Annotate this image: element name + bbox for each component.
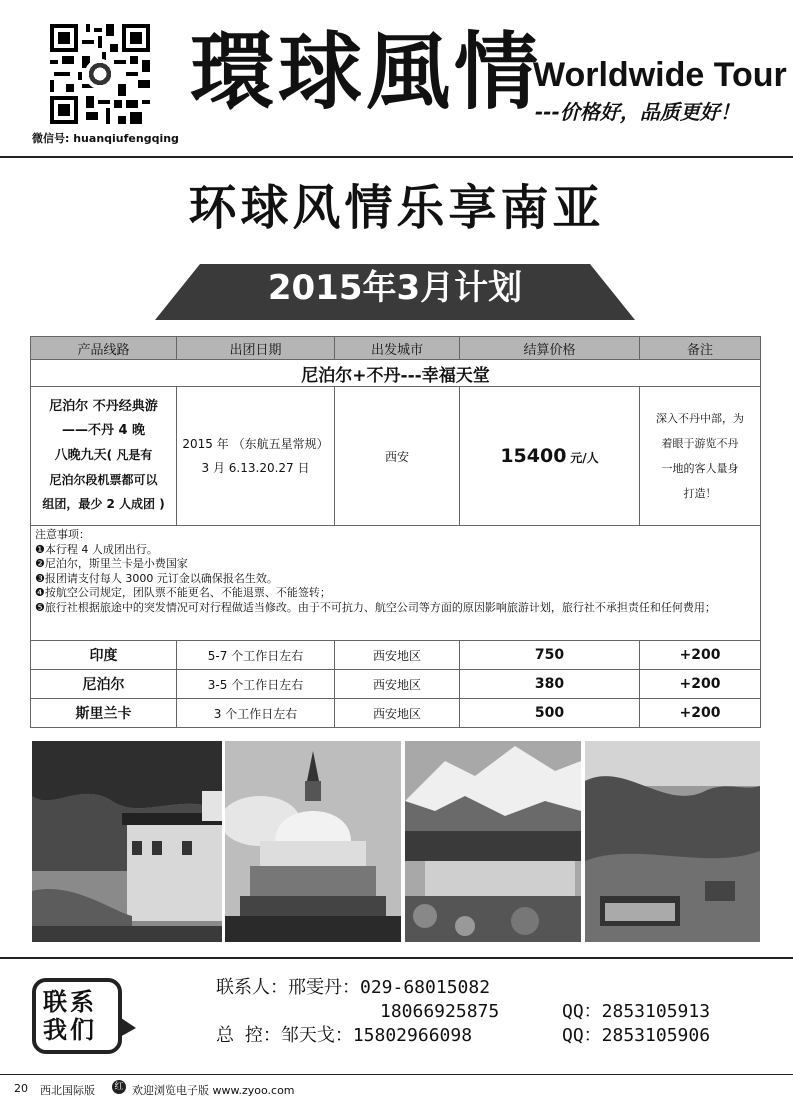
note-line: ❷尼泊尔，斯里兰卡是小费国家 [35, 557, 188, 570]
visa-country: 尼泊尔 [31, 670, 177, 699]
banner-text: 2015年3月计划 [267, 268, 523, 308]
remark-line: 深入不丹中部，为 [656, 412, 744, 425]
qr-code [50, 24, 150, 124]
contact-divider [0, 957, 793, 959]
wechat-id: 微信号: huanqiufengqing [32, 132, 179, 145]
remark-line: 着眼于游览不丹 [661, 437, 739, 450]
photo-bhutan-dzong [32, 741, 222, 942]
remark-line: 一地的客人量身 [661, 462, 739, 475]
remark [640, 387, 761, 526]
notes [31, 526, 761, 641]
visa-extra: +200 [640, 641, 761, 670]
contact-qq-2: QQ：2853105906 [562, 1025, 711, 1046]
visa-row [31, 670, 761, 699]
footer-website: 欢迎浏览电子版 www.zyoo.com [132, 1084, 295, 1097]
contact-badge-line: 联系 [43, 988, 97, 1016]
page-number: 20 [14, 1082, 28, 1095]
visa-price: 380 [460, 670, 640, 699]
note-line: 注意事项： [35, 528, 90, 541]
footer-divider [0, 1074, 793, 1075]
section-title: 尼泊尔+不丹---幸福天堂 [31, 360, 761, 387]
page-title: 环球风情乐享南亚 [188, 180, 605, 236]
route-line: ——不丹 4 晚 [61, 423, 146, 438]
settlement-price [460, 387, 640, 526]
date-line: 3 月 6.13.20.27 日 [201, 461, 310, 475]
price-value: 15400 [500, 445, 567, 467]
visa-price: 500 [460, 699, 640, 728]
visa-time: 3-5 个工作日左右 [177, 670, 335, 699]
visa-time: 3 个工作日左右 [177, 699, 335, 728]
price-unit: 元/人 [570, 451, 599, 465]
table-header-row [31, 337, 761, 360]
visa-region: 西安地区 [335, 670, 460, 699]
header-route: 产品线路 [31, 337, 177, 360]
visa-time: 5-7 个工作日左右 [177, 641, 335, 670]
visa-row [31, 641, 761, 670]
route-note: ( 凡是有 [106, 448, 153, 462]
visa-region: 西安地区 [335, 641, 460, 670]
visa-price: 750 [460, 641, 640, 670]
visa-extra: +200 [640, 699, 761, 728]
note-line: ❺旅行社根据旅途中的突发情况可对行程做适当修改。由于不可抗力、航空公司等方面的原因影响旅游计划，旅行社不承担责任和任何费用； [35, 600, 716, 614]
header-price: 结算价格 [460, 337, 640, 360]
visa-row [31, 699, 761, 728]
slogan: ---价格好，品质更好！ [535, 100, 740, 124]
photo-mountain-lake [405, 741, 581, 942]
tour-table [30, 336, 761, 728]
departure-date [177, 387, 335, 526]
edition-badge: 红 [112, 1080, 126, 1094]
contact-phone-2: 18066925875 [380, 1001, 500, 1022]
contact-qq-1: QQ：2853105913 [562, 1001, 711, 1022]
visa-extra: +200 [640, 670, 761, 699]
header-city: 出发城市 [335, 337, 460, 360]
remark-line: 打造！ [683, 487, 717, 500]
notes-row [31, 526, 761, 641]
brand-logo-cn: 環球風情 [190, 23, 543, 121]
route-line: 组团，最少 2 人成团 ) [42, 497, 165, 511]
contact-line-1: 联系人：邢雯丹：029-68015082 [216, 977, 491, 998]
note-line: ❶本行程 4 人成团出行。 [35, 542, 158, 556]
route-duration: 八晚九天 [54, 448, 107, 463]
route-line: 尼泊尔段机票都可以 [49, 473, 158, 487]
product-route [31, 387, 177, 526]
route-line [42, 443, 164, 468]
visa-country: 斯里兰卡 [31, 699, 177, 728]
edition-name: 西北国际版 [40, 1084, 95, 1097]
section-row [31, 360, 761, 387]
route-line: 尼泊尔 不丹经典游 [49, 399, 158, 414]
date-line: 2015 年 （东航五星常规） [182, 437, 329, 451]
header-divider [0, 156, 793, 158]
contact-badge-text [43, 988, 97, 1044]
brand-logo-en: Worldwide Tour [533, 56, 787, 94]
visa-country: 印度 [31, 641, 177, 670]
header-remark: 备注 [640, 337, 761, 360]
note-line: ❸报团请支付每人 3000 元订金以确保报名生效。 [35, 571, 278, 585]
visa-region: 西安地区 [335, 699, 460, 728]
table-row [31, 387, 761, 526]
contact-badge-line: 我们 [43, 1016, 97, 1044]
photo-valley-village [585, 741, 760, 942]
photo-stupa [225, 741, 401, 942]
departure-city: 西安 [335, 387, 460, 526]
note-line: ❹按航空公司规定，团队票不能更名、不能退票、不能签转； [35, 586, 331, 599]
contact-line-3: 总 控：邹天戈：15802966098 [216, 1025, 473, 1046]
header-date: 出团日期 [177, 337, 335, 360]
